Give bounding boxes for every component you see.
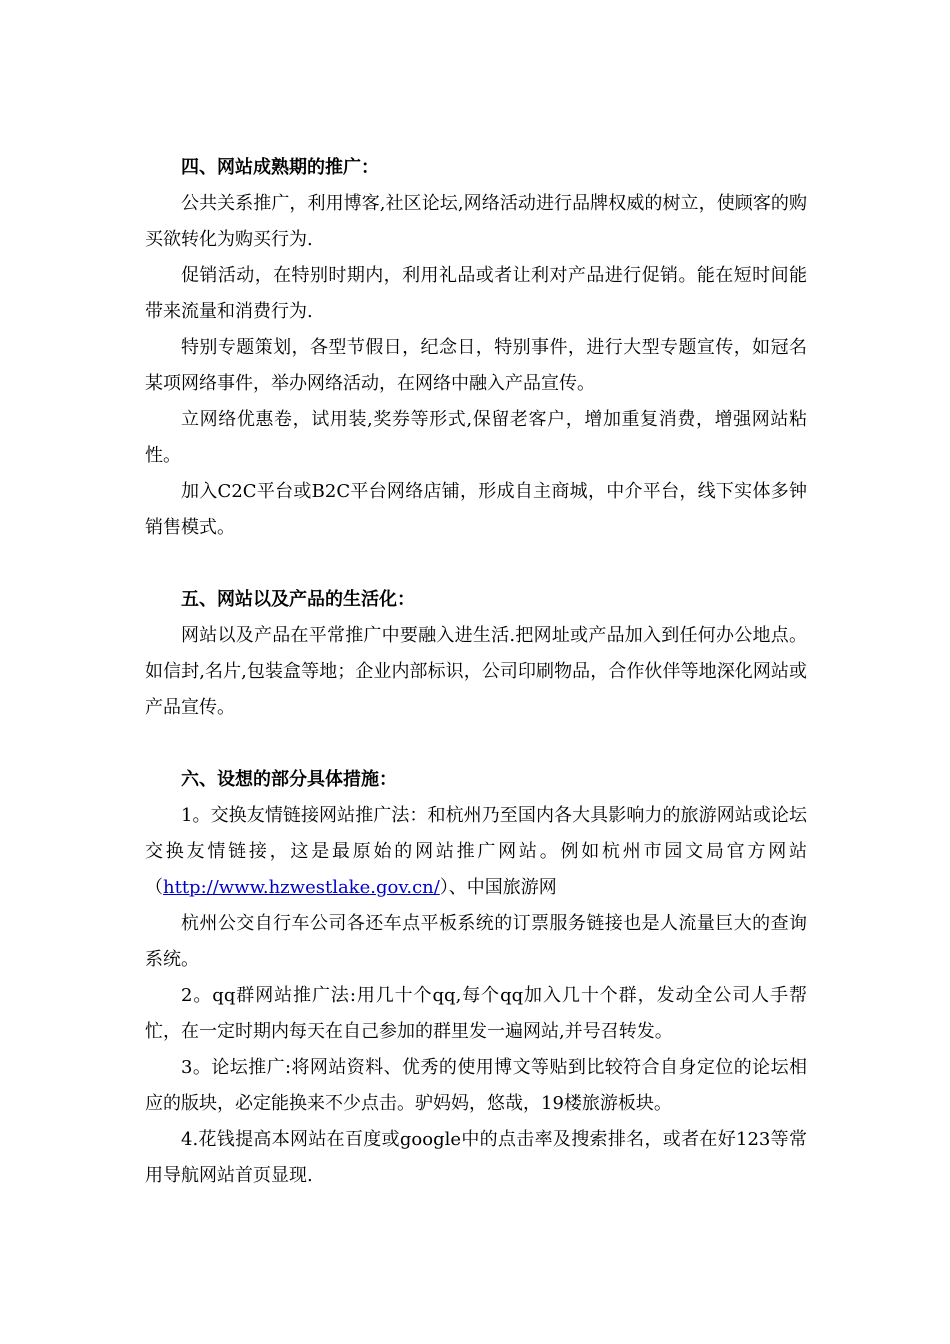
section-6-paragraph-bike: 杭州公交自行车公司各还车点平板系统的订票服务链接也是人流量巨大的查询系统。 <box>145 913 807 970</box>
section-4-heading: 四、网站成熟期的推广： <box>181 157 379 178</box>
spacer <box>145 726 807 762</box>
section-4-paragraph-4: 立网络优惠卷，试用装,奖券等形式,保留老客户，增加重复消费，增强网站粘性。 <box>145 409 807 466</box>
section-5-heading: 五、网站以及产品的生活化： <box>181 589 415 610</box>
section-4-paragraph-2: 促销活动，在特别时期内，利用礼品或者让利对产品进行促销。能在短时间能带来流量和消费行为. <box>145 265 807 322</box>
section-5-paragraph-1: 网站以及产品在平常推广中要融入进生活.把网址或产品加入到任何办公地点。如信封,名片,包装盒等地；企业内部标识，公司印刷物品，合作伙伴等地深化网站或产品宣传。 <box>145 625 807 718</box>
document-body <box>145 150 807 1194</box>
section-6-item-3: 3。论坛推广:将网站资料、优秀的使用博文等贴到比较符合自身定位的论坛相应的版块，必定能换来不少点击。驴妈妈，悠哉，19楼旅游板块。 <box>145 1057 807 1114</box>
section-6-item-1-after: ）、中国旅游网 <box>439 877 557 898</box>
hzwestlake-link[interactable]: http://www.hzwestlake.gov.cn/ <box>163 877 440 898</box>
spacer <box>145 546 807 582</box>
section-6-item-1 <box>145 798 807 906</box>
section-6-item-4: 4.花钱提高本网站在百度或google中的点击率及搜索排名，或者在好123等常用导航网站首页显现. <box>145 1129 807 1186</box>
section-4-paragraph-5: 加入C2C平台或B2C平台网络店铺，形成自主商城，中介平台，线下实体多钟销售模式。 <box>145 481 807 538</box>
section-4-paragraph-3: 特别专题策划，各型节假日，纪念日，特别事件，进行大型专题宣传，如冠名某项网络事件，举办网络活动，在网络中融入产品宣传。 <box>145 337 807 394</box>
section-4-paragraph-1: 公共关系推广，利用博客,社区论坛,网络活动进行品牌权威的树立，使顾客的购买欲转化为购买行为. <box>145 193 807 250</box>
section-6-heading: 六、设想的部分具体措施： <box>181 769 397 790</box>
section-6-item-2: 2。qq群网站推广法:用几十个qq,每个qq加入几十个群，发动全公司人手帮忙，在一定时期内每天在自己参加的群里发一遍网站,并号召转发。 <box>145 985 807 1042</box>
section-6-item-1-text: 1。交换友情链接网站推广法：和杭州乃至国内各大具影响力的旅游网站或论坛交换友情链接，这是最原始的网站推广网站。例如杭州市园文局官方网站（ <box>145 805 807 898</box>
